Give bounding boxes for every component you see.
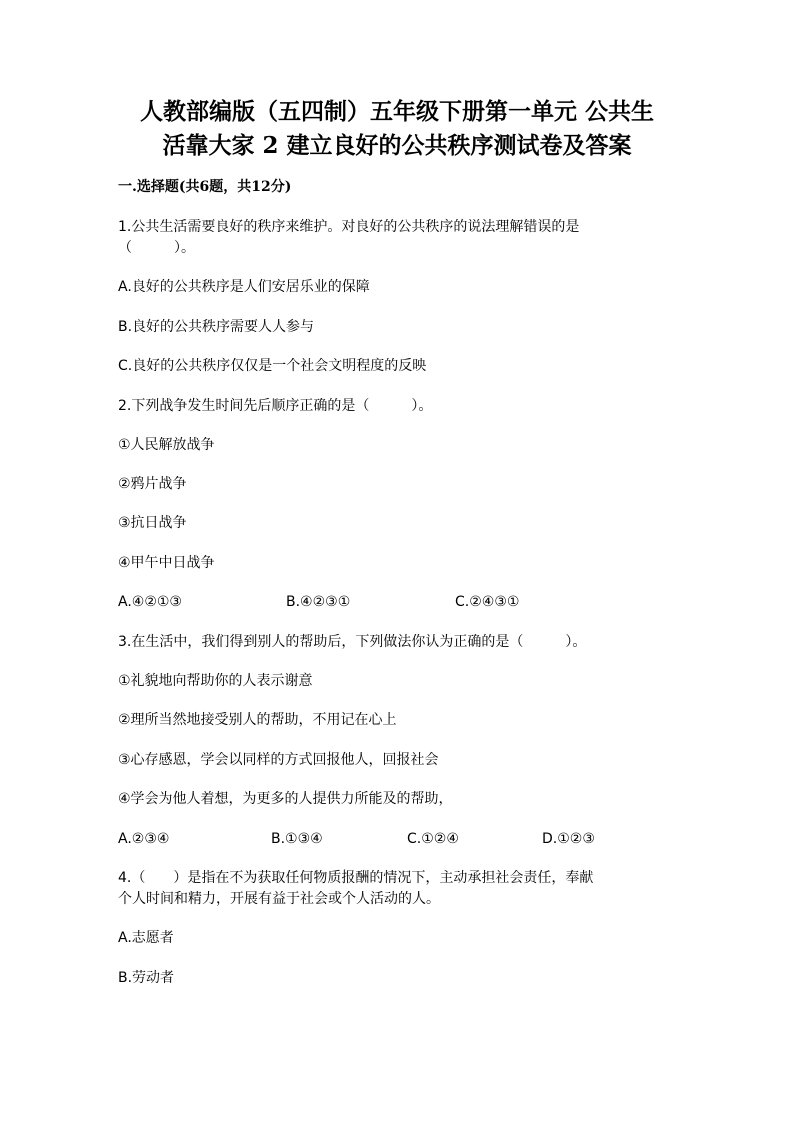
- question-4-stem-line-2: 个人时间和精力，开展有益于社会或个人活动的人。: [118, 891, 440, 907]
- question-2-option-a: A.④②①③: [118, 594, 182, 610]
- question-2-stem: 2.下列战争发生时间先后顺序正确的是（ ）。: [118, 398, 433, 414]
- question-2-option-c: C.②④③①: [455, 594, 520, 610]
- question-3-option-c: C.①②④: [407, 831, 459, 847]
- question-2-option-b: B.④②③①: [286, 594, 351, 610]
- question-4-stem-line-1: 4.（ ）是指在不为获取任何物质报酬的情况下，主动承担社会责任，奉献: [118, 870, 594, 886]
- question-2-item-2: ②鸦片战争: [118, 476, 187, 492]
- question-1-stem-line-1: 1.公共生活需要良好的秩序来维护。对良好的公共秩序的说法理解错误的是: [118, 219, 580, 235]
- question-3-option-d: D.①②③: [542, 831, 595, 847]
- question-3-item-2: ②理所当然地接受别人的帮助，不用记在心上: [118, 712, 397, 728]
- question-4-option-b: B.劳动者: [118, 970, 175, 986]
- question-2-item-4: ④甲午中日战争: [118, 555, 215, 571]
- question-3-option-b: B.①③④: [271, 831, 323, 847]
- question-2-item-3: ③抗日战争: [118, 515, 187, 531]
- question-2-item-1: ①人民解放战争: [118, 437, 215, 453]
- question-1-stem-line-2: （ ）。: [118, 240, 195, 256]
- document-title-line-1: 人教部编版（五四制）五年级下册第一单元 公共生: [139, 98, 654, 125]
- question-1-option-c: C.良好的公共秩序仅仅是一个社会文明程度的反映: [118, 358, 427, 374]
- document-title-line-2: 活靠大家 2 建立良好的公共秩序测试卷及答案: [162, 132, 632, 159]
- question-3-item-4: ④学会为他人着想，为更多的人提供力所能及的帮助，: [118, 791, 453, 807]
- question-3-item-1: ①礼貌地向帮助你的人表示谢意: [118, 673, 313, 689]
- question-1-option-b: B.良好的公共秩序需要人人参与: [118, 319, 315, 335]
- question-3-stem: 3.在生活中，我们得到别人的帮助后，下列做法你认为正确的是（ ）。: [118, 634, 587, 650]
- question-3-item-3: ③心存感恩，学会以同样的方式回报他人，回报社会: [118, 752, 439, 768]
- question-4-option-a: A.志愿者: [118, 930, 174, 946]
- question-3-option-a: A.②③④: [118, 831, 170, 847]
- section-heading: 一.选择题(共6题，共12分): [118, 179, 292, 195]
- question-1-option-a: A.良好的公共秩序是人们安居乐业的保障: [118, 279, 370, 295]
